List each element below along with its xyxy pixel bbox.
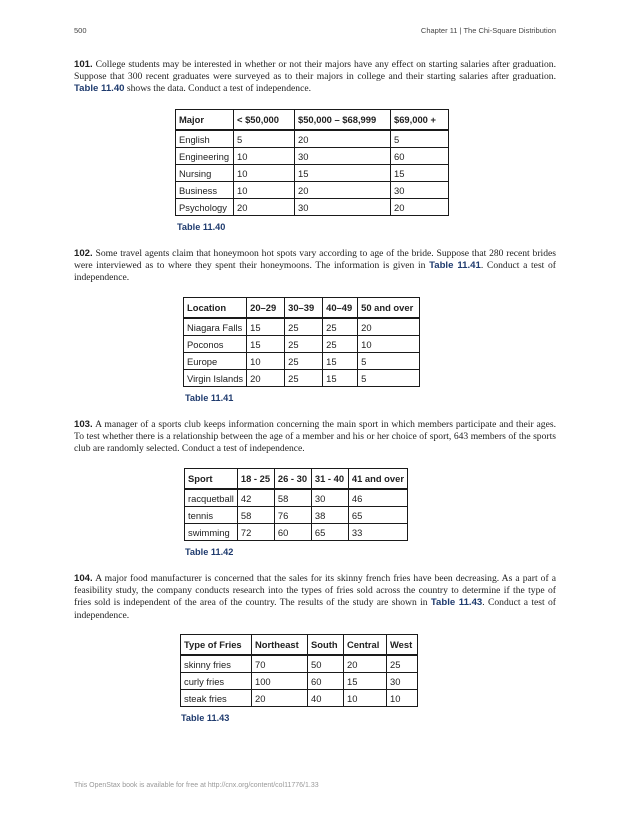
problem-103 xyxy=(74,419,556,456)
table-cell: 58 xyxy=(237,507,274,524)
table-11-42 xyxy=(184,468,408,541)
table-header-row xyxy=(184,298,420,319)
table-cell: 76 xyxy=(274,507,311,524)
problem-text: College students may be interested in whether or not their majors have any effect on starting salaries after graduation. Suppose that 300 recent graduates were surveyed as to their majors in college and their starting salaries after graduation. xyxy=(74,59,556,83)
table-cell: 38 xyxy=(311,507,348,524)
table-row xyxy=(185,507,408,524)
column-header: Major xyxy=(176,110,234,131)
table-cell: 42 xyxy=(237,489,274,507)
table-cell: 30 xyxy=(295,199,391,216)
table-row xyxy=(184,318,420,336)
table-caption: Table 11.43 xyxy=(181,713,230,723)
table-reference-link[interactable]: Table 11.43 xyxy=(430,597,483,609)
table-row xyxy=(176,130,449,148)
page-header xyxy=(74,26,556,38)
table-cell: 60 xyxy=(308,673,344,690)
table-cell: Europe xyxy=(184,353,247,370)
table-cell: 5 xyxy=(391,130,449,148)
column-header: 30–39 xyxy=(285,298,323,319)
table-cell: 5 xyxy=(358,370,420,387)
table-cell: 15 xyxy=(247,318,285,336)
table-cell: 46 xyxy=(348,489,407,507)
table-reference-link[interactable]: Table 11.41 xyxy=(429,260,481,272)
column-header: $50,000 – $68,999 xyxy=(295,110,391,131)
table-cell: 72 xyxy=(237,524,274,541)
problem-text: A major food manufacturer is concerned that the sales for its skinny french fries have been decreasing. As a part of a feasibility study, the company conducts research into the types of fries sold across the country to determine if the type of fries sold is independent of the area of the country. The results of the study are shown in xyxy=(74,573,556,609)
table-cell: 20 xyxy=(295,130,391,148)
table-cell: 10 xyxy=(234,148,295,165)
problem-number: 101. xyxy=(74,59,93,70)
problem-text: . Conduct a test of independence. xyxy=(74,260,556,284)
table-cell: racquetball xyxy=(185,489,238,507)
table-cell: 20 xyxy=(295,182,391,199)
table-cell: skinny fries xyxy=(181,655,252,673)
table-cell: 10 xyxy=(234,182,295,199)
table-header-row xyxy=(181,635,418,656)
table-cell: 25 xyxy=(285,370,323,387)
table-cell: 15 xyxy=(391,165,449,182)
table-cell: 60 xyxy=(391,148,449,165)
table-cell: Psychology xyxy=(176,199,234,216)
table-cell: 15 xyxy=(247,336,285,353)
table-cell: 65 xyxy=(348,507,407,524)
problem-text: Some travel agents claim that honeymoon hot spots vary according to age of the bride. Suppose that 280 recent brides were interviewed as to where they spent their honeymoons. The information is given in xyxy=(74,248,556,272)
table-row xyxy=(176,148,449,165)
table-cell: 5 xyxy=(234,130,295,148)
column-header: 18 - 25 xyxy=(237,469,274,490)
table-cell: 10 xyxy=(234,165,295,182)
column-header: $69,000 + xyxy=(391,110,449,131)
table-cell: 10 xyxy=(247,353,285,370)
table-cell: 25 xyxy=(285,336,323,353)
table-cell: Poconos xyxy=(184,336,247,353)
table-11-40 xyxy=(175,109,449,216)
table-cell: English xyxy=(176,130,234,148)
column-header: South xyxy=(308,635,344,656)
table-cell: 10 xyxy=(358,336,420,353)
table-cell: steak fries xyxy=(181,690,252,707)
column-header: 20–29 xyxy=(247,298,285,319)
problem-text: A manager of a sports club keeps information concerning the main sport in which members participate and their ages. To test whether there is a relationship between the age of a member and his or her choice of sport, 643 members of the sports club are randomly selected. Conduct a test of independence. xyxy=(74,419,556,455)
table-cell: 20 xyxy=(358,318,420,336)
problem-101 xyxy=(74,59,556,96)
table-row xyxy=(185,489,408,507)
table-cell: 30 xyxy=(311,489,348,507)
table-row xyxy=(176,182,449,199)
column-header: West xyxy=(387,635,418,656)
table-cell: tennis xyxy=(185,507,238,524)
table-cell: Nursing xyxy=(176,165,234,182)
table-cell: Niagara Falls xyxy=(184,318,247,336)
table-row xyxy=(185,524,408,541)
table-cell: 30 xyxy=(387,673,418,690)
problem-text: . Conduct a test of independence. xyxy=(74,597,556,621)
table-row xyxy=(181,673,418,690)
table-caption: Table 11.42 xyxy=(185,547,234,557)
table-cell: Engineering xyxy=(176,148,234,165)
table-cell: 10 xyxy=(344,690,387,707)
column-header: Northeast xyxy=(252,635,308,656)
table-row xyxy=(176,165,449,182)
column-header: 41 and over xyxy=(348,469,407,490)
table-row xyxy=(176,199,449,216)
table-cell: 15 xyxy=(295,165,391,182)
table-cell: curly fries xyxy=(181,673,252,690)
problem-number: 103. xyxy=(74,419,93,430)
table-row xyxy=(181,690,418,707)
table-row xyxy=(184,370,420,387)
chapter-title: Chapter 11 | The Chi-Square Distribution xyxy=(420,26,556,35)
table-header-row xyxy=(176,110,449,131)
table-caption: Table 11.41 xyxy=(185,393,234,403)
table-cell: 20 xyxy=(252,690,308,707)
table-row xyxy=(184,336,420,353)
table-cell: 10 xyxy=(387,690,418,707)
table-cell: Virgin Islands xyxy=(184,370,247,387)
column-header: Central xyxy=(344,635,387,656)
column-header: 50 and over xyxy=(358,298,420,319)
column-header: 26 - 30 xyxy=(274,469,311,490)
table-cell: 25 xyxy=(285,318,323,336)
column-header: 40–49 xyxy=(323,298,358,319)
table-header-row xyxy=(185,469,408,490)
table-cell: 15 xyxy=(323,353,358,370)
table-cell: 20 xyxy=(391,199,449,216)
table-cell: 60 xyxy=(274,524,311,541)
problem-number: 102. xyxy=(74,248,93,259)
table-cell: 25 xyxy=(323,336,358,353)
table-cell: 65 xyxy=(311,524,348,541)
column-header: Type of Fries xyxy=(181,635,252,656)
problem-104 xyxy=(74,573,556,622)
table-cell: 15 xyxy=(323,370,358,387)
problem-number: 104. xyxy=(74,573,93,584)
table-cell: 70 xyxy=(252,655,308,673)
table-cell: 33 xyxy=(348,524,407,541)
column-header: < $50,000 xyxy=(234,110,295,131)
table-cell: 30 xyxy=(391,182,449,199)
problem-102 xyxy=(74,248,556,285)
table-caption: Table 11.40 xyxy=(177,222,226,232)
table-row xyxy=(184,353,420,370)
table-cell: 25 xyxy=(285,353,323,370)
column-header: Location xyxy=(184,298,247,319)
page-number: 500 xyxy=(74,26,87,35)
table-cell: 20 xyxy=(234,199,295,216)
table-cell: 25 xyxy=(387,655,418,673)
table-row xyxy=(181,655,418,673)
column-header: 31 - 40 xyxy=(311,469,348,490)
table-cell: 100 xyxy=(252,673,308,690)
page-footer: This OpenStax book is available for free at http://cnx.org/content/col11776/1.33 xyxy=(74,782,319,789)
table-cell: 20 xyxy=(344,655,387,673)
table-cell: Business xyxy=(176,182,234,199)
column-header: Sport xyxy=(185,469,238,490)
table-cell: 20 xyxy=(247,370,285,387)
table-cell: 30 xyxy=(295,148,391,165)
problem-text: shows the data. Conduct a test of independence. xyxy=(124,83,311,95)
table-reference-link[interactable]: Table 11.40 xyxy=(74,83,125,95)
table-cell: 50 xyxy=(308,655,344,673)
table-cell: 25 xyxy=(323,318,358,336)
table-11-43 xyxy=(180,634,418,707)
table-cell: 5 xyxy=(358,353,420,370)
table-11-41 xyxy=(183,297,420,387)
table-cell: swimming xyxy=(185,524,238,541)
table-cell: 40 xyxy=(308,690,344,707)
table-cell: 58 xyxy=(274,489,311,507)
table-cell: 15 xyxy=(344,673,387,690)
